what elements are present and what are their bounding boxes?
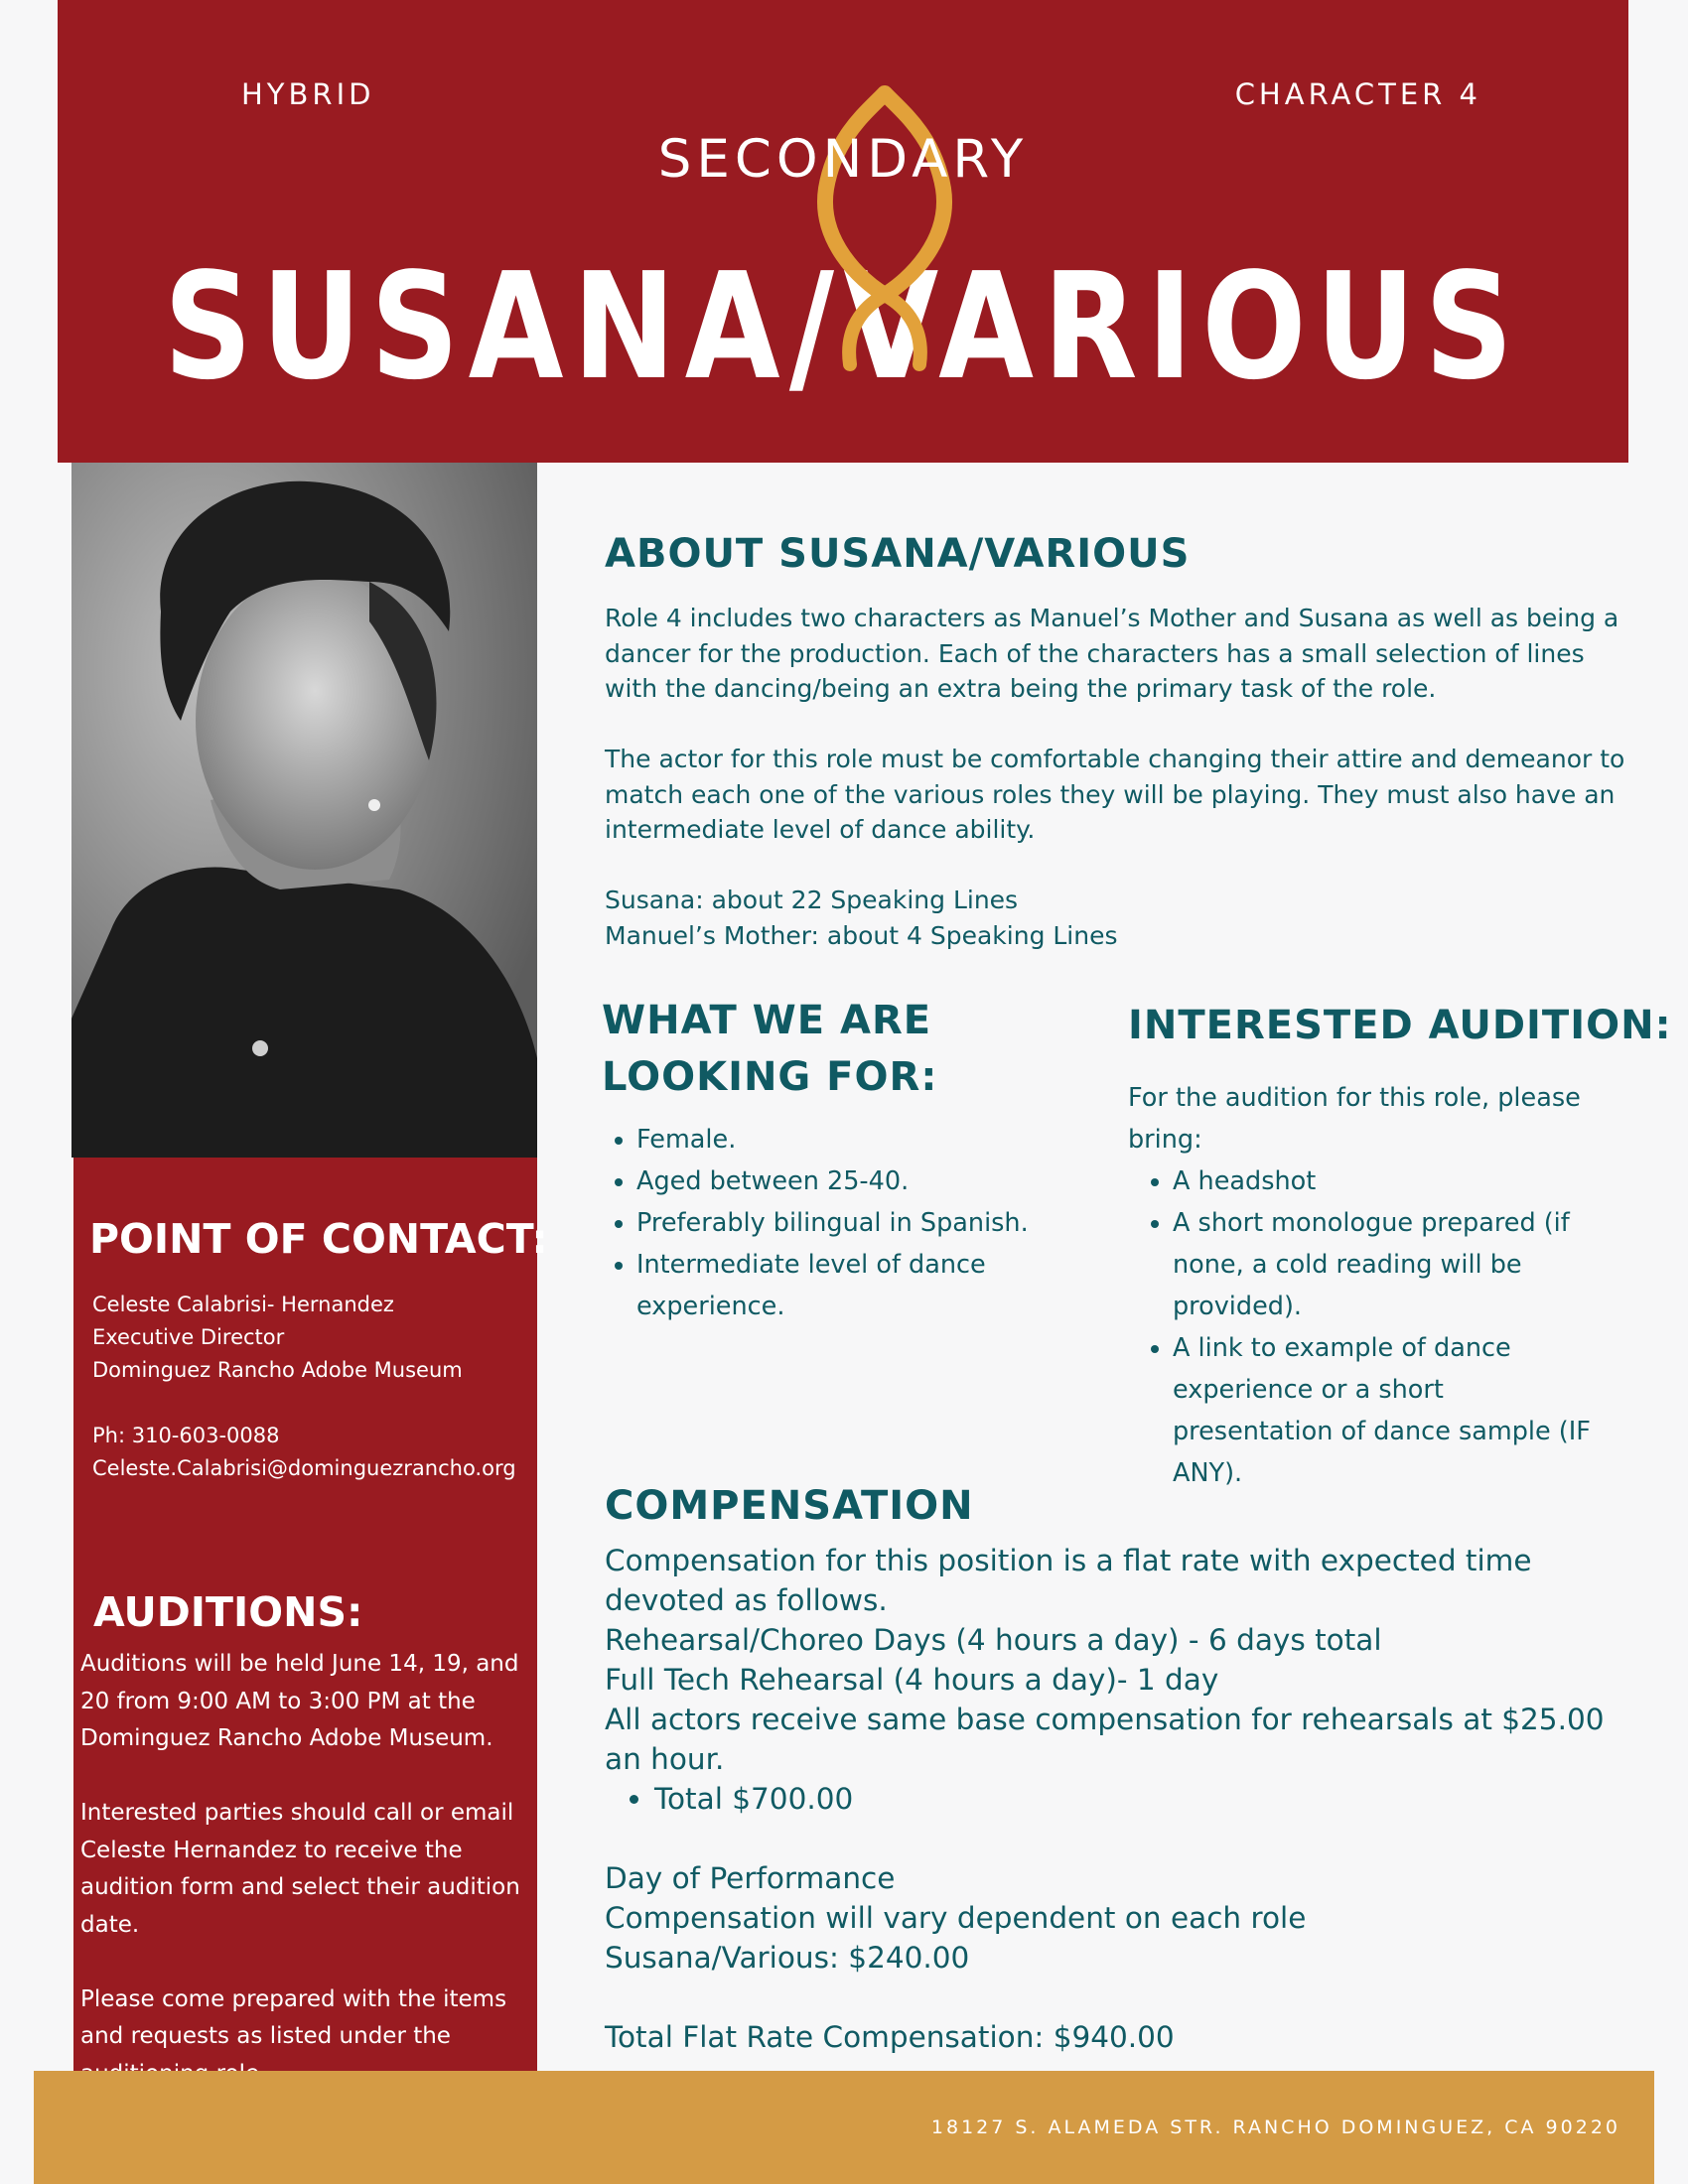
list-item: • Intermediate level of dance experience. (636, 1244, 1093, 1327)
performance-line: Day of Performance (605, 1861, 896, 1895)
interested-list (1128, 1160, 1605, 1494)
auditions-paragraph: Interested parties should call or email Celeste Hernandez to receive the audition form and select their audition date. (80, 1800, 520, 1938)
looking-for-title (602, 993, 937, 1106)
looking-for-title-line2: LOOKING FOR: (602, 1054, 938, 1100)
page-title: SUSANA/VARIOUS (163, 241, 1523, 412)
character-label: CHARACTER 4 (1234, 77, 1481, 111)
compensation-title: COMPENSATION (605, 1483, 974, 1529)
compensation-line: Rehearsal/Choreo Days (4 hours a day) - 6 days total (605, 1623, 1382, 1657)
interested-body (1128, 1077, 1605, 1494)
list-item: • A headshot (1173, 1160, 1605, 1202)
list-item: • Total $700.00 (654, 1779, 1608, 1819)
auditions-title: AUDITIONS: (93, 1588, 363, 1636)
list-item: • Female. (636, 1119, 1093, 1160)
list-item: • A short monologue prepared (if none, a cold reading will be provided). (1173, 1202, 1605, 1327)
footer-address: 18127 S. ALAMEDA STR. RANCHO DOMINGUEZ, CA 90220 (930, 2116, 1620, 2138)
performance-line: Susana/Various: $240.00 (605, 1941, 970, 1975)
contact-email[interactable]: Celeste.Calabrisi@dominguezrancho.org (92, 1456, 516, 1480)
contact-role: Executive Director (92, 1325, 285, 1349)
about-title: ABOUT SUSANA/VARIOUS (605, 531, 1191, 577)
contact-title: POINT OF CONTACT: (89, 1215, 548, 1263)
portrait-illustration (71, 463, 537, 1158)
compensation-line: All actors receive same base compensation for rehearsals at $25.00 an hour. (605, 1703, 1605, 1776)
compensation-line: Compensation for this position is a flat rate with expected time devoted as follows. (605, 1544, 1532, 1617)
secondary-label: SECONDARY (657, 129, 1029, 190)
contact-details (92, 1289, 516, 1485)
contact-name: Celeste Calabrisi- Hernandez (92, 1293, 394, 1316)
contact-org: Dominguez Rancho Adobe Museum (92, 1358, 463, 1382)
compensation-list (605, 1779, 1608, 1819)
flat-rate-total: Total Flat Rate Compensation: $940.00 (605, 2020, 1175, 2054)
portrait-photo (71, 463, 537, 1158)
compensation-body (605, 1541, 1608, 2057)
auditions-paragraph: Auditions will be held June 14, 19, and 20 from 9:00 AM to 3:00 PM at the Dominguez Rancho Adobe Museum. (80, 1651, 519, 1751)
list-item: • A link to example of dance experience or a short presentation of dance sample (IF ANY). (1173, 1327, 1605, 1494)
flame-emblem-icon (741, 81, 1029, 379)
about-paragraph: Role 4 includes two characters as Manuel’s Mother and Susana as well as being a dancer for the production. Each of the characters has a small selection of lines with the dancing/being an extra being the primary task of the role. (605, 604, 1619, 703)
speaking-lines-susana: Susana: about 22 Speaking Lines (605, 886, 1019, 914)
list-item: • Aged between 25-40. (636, 1160, 1093, 1202)
performance-line: Compensation will vary dependent on each role (605, 1901, 1307, 1935)
footer-bar (34, 2071, 1654, 2184)
speaking-lines-mother: Manuel’s Mother: about 4 Speaking Lines (605, 920, 1118, 950)
header-banner (58, 0, 1628, 463)
looking-for-title-line1: WHAT WE ARE (602, 998, 932, 1043)
looking-for-list (602, 1119, 1093, 1327)
compensation-line: Full Tech Rehearsal (4 hours a day)- 1 day (605, 1663, 1219, 1697)
contact-phone[interactable]: Ph: 310-603-0088 (92, 1424, 280, 1447)
list-item: • Preferably bilingual in Spanish. (636, 1202, 1093, 1244)
auditions-paragraph: Please come prepared with the items and requests as listed under the (80, 1985, 507, 2049)
hybrid-label: HYBRID (241, 77, 375, 111)
interested-intro: For the audition for this role, please bring: (1128, 1083, 1581, 1155)
about-paragraph: The actor for this role must be comfortable changing their attire and demeanor to match each one of the various roles they will be playing. They must also have an intermediate level of dance ability. (605, 745, 1625, 844)
sidebar-panel (73, 1158, 548, 2184)
auditions-text (80, 1646, 527, 2130)
about-body (605, 601, 1637, 953)
interested-title: INTERESTED AUDITION: (1128, 1003, 1672, 1048)
